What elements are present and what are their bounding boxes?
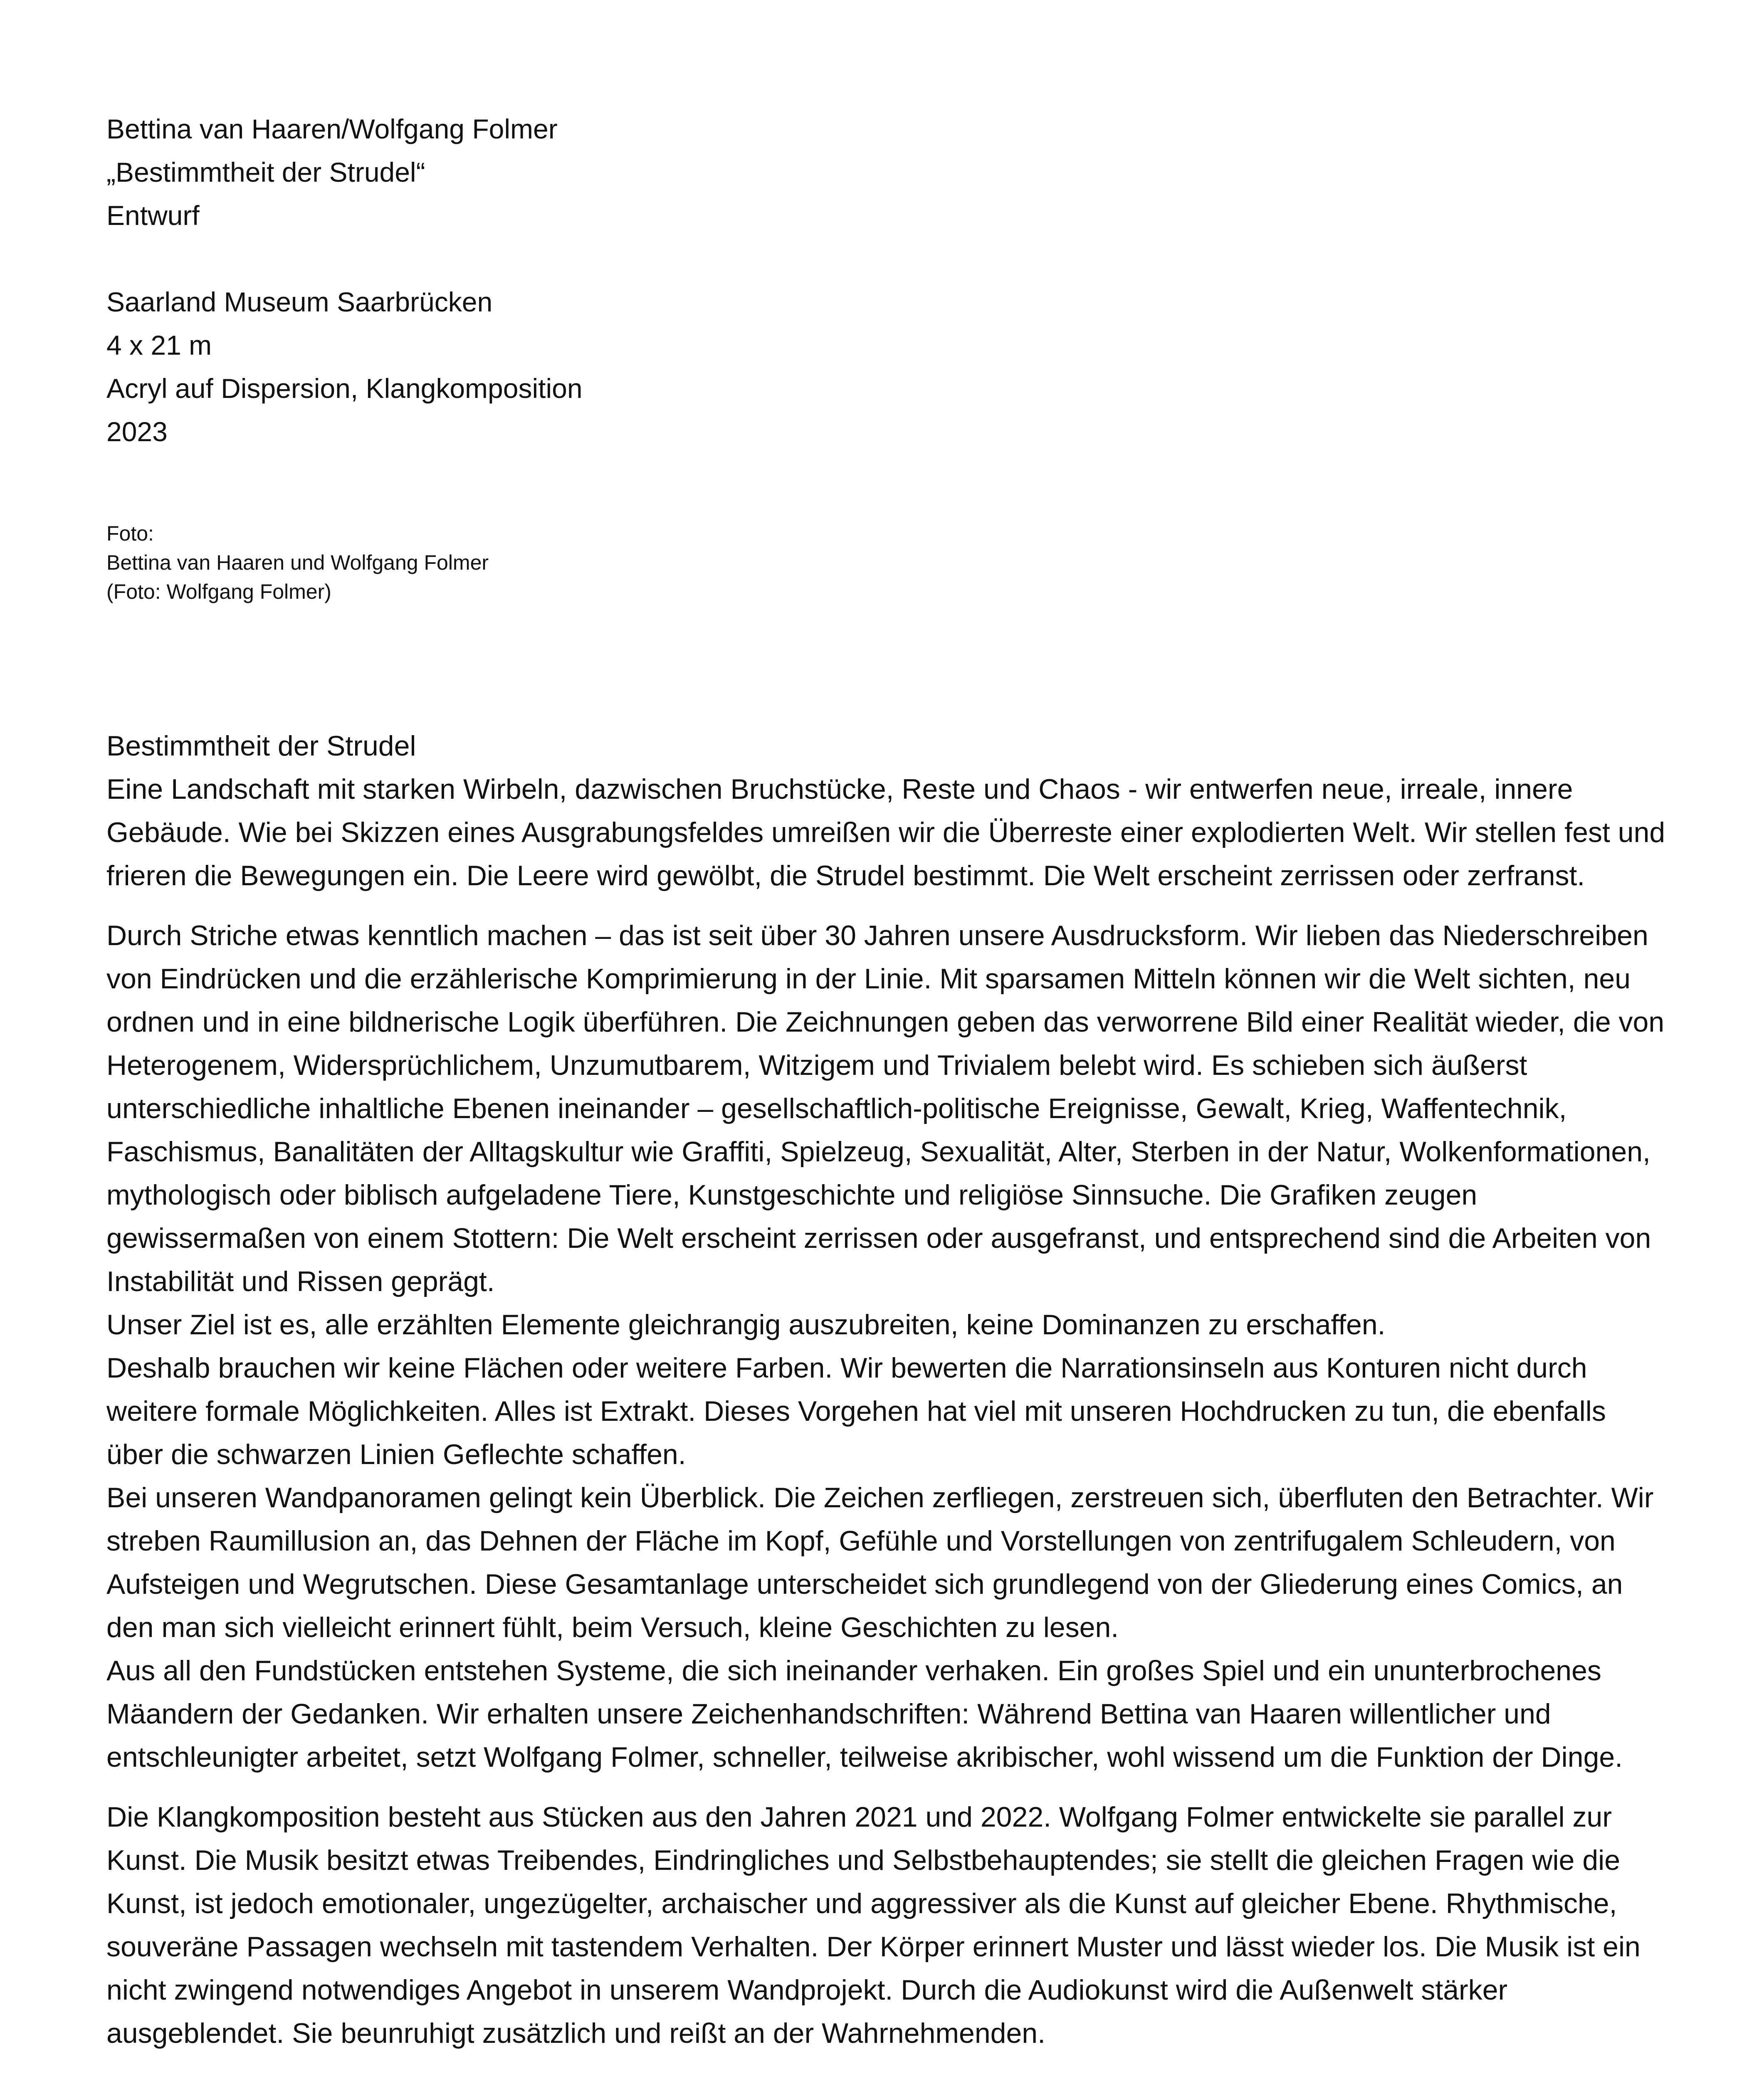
photo-subjects: Bettina van Haaren und Wolfgang Folmer (106, 551, 489, 574)
paragraph: Aus all den Fundstücken entstehen Systeme, die sich ineinander verhaken. Ein großes Spiel und ein ununterbrochenes Mäandern der Gedanken. Wir erhalten unsere Zeichenhandschriften: Während Bettina van Haaren willentlicher und entschleunigter arbeitet, setzt Wolfgang Folmer, schneller, teilweise akribischer, wohl wissend um die Funktion der Dinge. (106, 1655, 1623, 1773)
photo-label: Foto: (106, 522, 154, 545)
work-title: „Bestimmtheit der Strudel“ (106, 157, 425, 188)
spacer (106, 237, 1104, 280)
photo-credit (106, 519, 1104, 606)
paragraph: Eine Landschaft mit starken Wirbeln, dazwischen Bruchstücke, Reste und Chaos - wir entwerfen neue, irreale, innere Gebäude. Wie bei Skizzen eines Ausgrabungsfeldes umreißen wir die Überreste einer explodierten Welt. Wir stellen fest und frieren die Bewegungen ein. Die Leere wird gewölbt, die Strudel bestimmt. Die Welt erscheint zerrissen oder zerfranst. (106, 773, 1665, 891)
article-title: Bestimmtheit der Strudel (106, 730, 416, 762)
dimensions: 4 x 21 m (106, 330, 212, 360)
paragraph: Unser Ziel ist es, alle erzählten Elemente gleichrangig auszubreiten, keine Dominanzen zu erschaffen. (106, 1309, 1386, 1341)
paragraph: Deshalb brauchen wir keine Flächen oder weitere Farben. Wir bewerten die Narrationsinseln aus Konturen nicht durch weitere formale Möglichkeiten. Alles ist Extrakt. Dieses Vorgehen hat viel mit unseren Hochdrucken zu tun, die ebenfalls über die schwarzen Linien Geflechte schaffen. (106, 1352, 1606, 1470)
medium: Acryl auf Dispersion, Klangkomposition (106, 373, 583, 404)
photo-credit-line: (Foto: Wolfgang Folmer) (106, 580, 331, 603)
paragraph: Durch Striche etwas kenntlich machen – das ist seit über 30 Jahren unsere Ausdrucksform. Wir lieben das Niederschreiben von Eindrücken und die erzählerische Komprimierung in der Linie. Mit sparsamen Mitteln können wir die Welt sichten, neu ordnen und in eine bildnerische Logik überführen. Die Zeichnungen geben das verworrene Bild einer Realität wieder, die von Heterogenem, Widersprüchlichem, Unzumutbarem, Witzigem und Trivialem belebt wird. Es schieben sich äußerst unterschiedliche inhaltliche Ebenen ineinander – gesellschaftlich-politische Ereignisse, Gewalt, Krieg, Waffentechnik, Faschismus, Banalitäten der Alltagskultur wie Graffiti, Spielzeug, Sexualität, Alter, Sterben in der Natur, Wolkenformationen, mythologisch oder biblisch aufgeladene Tiere, Kunstgeschichte und religiöse Sinnsuche. Die Grafiken zeugen gewissermaßen von einem Stottern: Die Welt erscheint zerrissen oder ausgefranst, und entsprechend sind die Arbeiten von Instabilität und Rissen geprägt. (106, 920, 1665, 1297)
paragraph: Bei unseren Wandpanoramen gelingt kein Überblick. Die Zeichen zerfliegen, zerstreuen sich, überfluten den Betrachter. Wir streben Raumillusion an, das Dehnen der Fläche im Kopf, Gefühle und Vorstellungen von zentrifugalem Schleudern, von Aufsteigen und Wegrutschen. Diese Gesamtanlage unterscheidet sich grundlegend von der Gliederung eines Comics, an den man sich vielleicht erinnert fühlt, beim Versuch, kleine Geschichten zu lesen. (106, 1482, 1654, 1643)
year: 2023 (106, 416, 168, 447)
authors: Bettina van Haaren/Wolfgang Folmer (106, 114, 558, 144)
article (106, 724, 1670, 2055)
work-status: Entwurf (106, 200, 200, 231)
venue: Saarland Museum Saarbrücken (106, 286, 493, 317)
artwork-info (106, 107, 1104, 453)
paragraph: Die Klangkomposition besteht aus Stücken aus den Jahren 2021 und 2022. Wolfgang Folmer entwickelte sie parallel zur Kunst. Die Musik besitzt etwas Treibendes, Eindringliches und Selbstbehauptendes; sie stellt die gleichen Fragen wie die Kunst, ist jedoch emotionaler, ungezügelter, archaischer und aggressiver als die Kunst auf gleicher Ebene. Rhythmische, souveräne Passagen wechseln mit tastendem Verhalten. Der Körper erinnert Muster und lässt wieder los. Die Musik ist ein nicht zwingend notwendiges Angebot in unserem Wandprojekt. Durch die Audiokunst wird die Außenwelt stärker ausgeblendet. Sie beunruhigt zusätzlich und reißt an der Wahrnehmenden. (106, 1801, 1640, 2049)
